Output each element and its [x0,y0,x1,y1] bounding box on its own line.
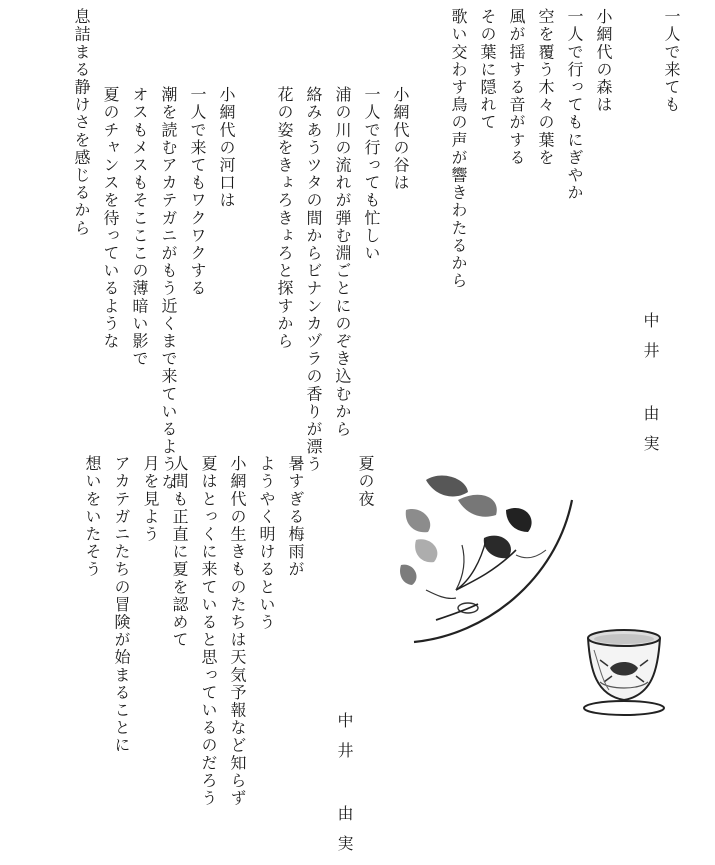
tea-cup-illustration [574,620,674,720]
poem-line: 夏のチャンスを待っているような [101,86,120,350]
poem-line: 一人で行ってもにぎやか [565,8,584,202]
poem-line: アカテガニたちの冒険が始まることに [112,455,131,755]
poem-line: 息詰まる静けさを感じるから [72,8,91,237]
poem-line: 小網代の生きものたちは天気予報など知らず [228,455,247,807]
poem-line: 一人で来てもワクワクする [188,86,207,298]
poem-line: 月を見よう [141,455,160,543]
poem-line: その葉に隠れて [478,8,497,132]
poem-line: 人間も正直に夏を認めて [170,455,189,649]
poem-line: 浦の川の流れが弾む淵ごとにのぞき込むから [333,86,352,438]
poem-line: オスもメスもそこここの薄暗い影で [130,86,149,368]
poem-line: 空を覆う木々の葉を [536,8,555,167]
poem-title: 夏の夜 [356,455,375,508]
poem-line: 絡みあうツタの間からビナンカヅラの香りが漂う [304,86,323,474]
poem-author: 中井 由実 [641,312,660,465]
poem-line: 小網代の河口は [217,86,236,210]
poem-line: 小網代の森は [594,8,613,114]
poem-line: 一人で行っても忙しい [362,86,381,262]
uchiwa-fan-illustration [396,470,576,650]
poem-line: 風が揺する音がする [507,8,526,167]
poem-line: ようやく明けるという [257,455,276,631]
poem-line: 潮を読むアカテガニがもう近くまで来ているような [159,86,178,491]
poem-line: 暑すぎる梅雨が [286,455,305,579]
poem-line: 花の姿をきょろきょろと探すから [275,86,294,350]
poem-line: 歌い交わす鳥の声が響きわたるから [449,8,468,290]
poem-line: 小網代の谷は [391,86,410,192]
poem-title: 一人で来ても [662,8,681,114]
poem-line: 夏はとっくに来ていると思っているのだろう [199,455,218,807]
poem-line: 想いをいたそう [83,455,102,579]
poem-author: 中井 由実 [335,712,354,865]
